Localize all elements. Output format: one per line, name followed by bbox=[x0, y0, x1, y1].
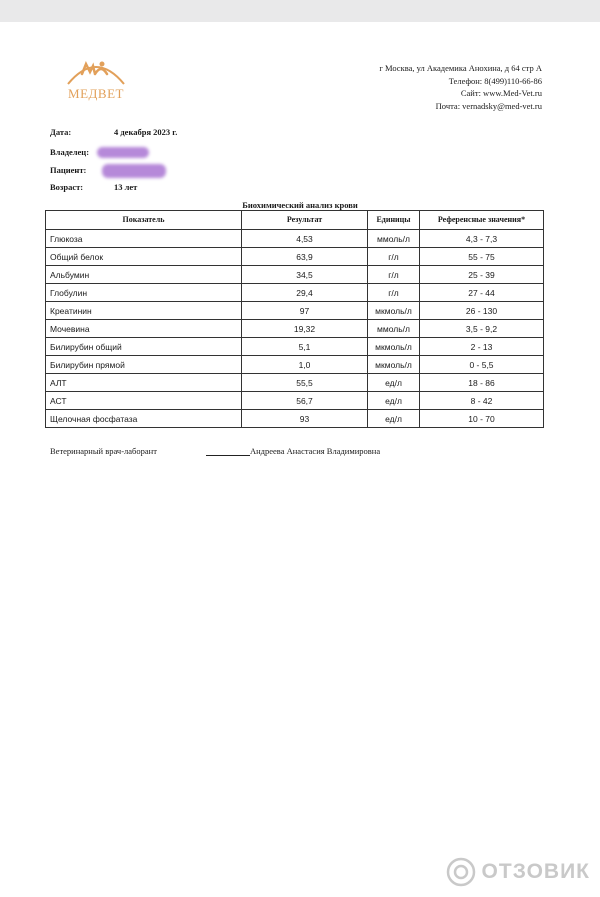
clinic-logo-text: МЕДВЕТ bbox=[68, 86, 124, 101]
cell-reference: 4,3 - 7,3 bbox=[420, 230, 544, 248]
clinic-address: г Москва, ул Академика Анохина, д 64 стр А bbox=[379, 63, 542, 73]
cell-result: 97 bbox=[242, 302, 368, 320]
table-row bbox=[46, 248, 544, 266]
table-row bbox=[46, 374, 544, 392]
cell-units: ед/л bbox=[368, 392, 420, 410]
table-header-row bbox=[46, 211, 544, 230]
cell-result: 1,0 bbox=[242, 356, 368, 374]
signature-line bbox=[206, 455, 250, 456]
cell-reference: 0 - 5,5 bbox=[420, 356, 544, 374]
cell-parameter: Щелочная фосфатаза bbox=[46, 410, 242, 428]
cell-units: мкмоль/л bbox=[368, 302, 420, 320]
cell-reference: 55 - 75 bbox=[420, 248, 544, 266]
cell-units: ммоль/л bbox=[368, 230, 420, 248]
cell-units: ед/л bbox=[368, 374, 420, 392]
cell-result: 93 bbox=[242, 410, 368, 428]
patient-redaction bbox=[102, 164, 166, 178]
cell-parameter: Общий белок bbox=[46, 248, 242, 266]
watermark bbox=[446, 857, 590, 887]
clinic-contacts bbox=[379, 62, 542, 112]
date-value: 4 декабря 2023 г. bbox=[114, 127, 178, 137]
table-row bbox=[46, 302, 544, 320]
header-reference: Референсные значения* bbox=[420, 211, 544, 230]
table-row bbox=[46, 230, 544, 248]
cell-result: 5,1 bbox=[242, 338, 368, 356]
cell-units: г/л bbox=[368, 248, 420, 266]
table-row bbox=[46, 284, 544, 302]
cell-units: мкмоль/л bbox=[368, 338, 420, 356]
cell-reference: 27 - 44 bbox=[420, 284, 544, 302]
cell-reference: 8 - 42 bbox=[420, 392, 544, 410]
cell-reference: 2 - 13 bbox=[420, 338, 544, 356]
cell-reference: 3,5 - 9,2 bbox=[420, 320, 544, 338]
table-row bbox=[46, 320, 544, 338]
cell-parameter: АЛТ bbox=[46, 374, 242, 392]
cell-parameter: Билирубин прямой bbox=[46, 356, 242, 374]
cell-parameter: АСТ bbox=[46, 392, 242, 410]
watermark-text: ОТЗОВИК bbox=[481, 860, 590, 883]
header-parameter: Показатель bbox=[46, 211, 242, 230]
cell-units: мкмоль/л bbox=[368, 356, 420, 374]
table-row bbox=[46, 356, 544, 374]
signer-name: Андреева Анастасия Владимировна bbox=[250, 446, 381, 456]
owner-redaction bbox=[97, 147, 149, 158]
clinic-site: Сайт: www.Med-Vet.ru bbox=[460, 88, 542, 98]
header-units: Единицы bbox=[368, 211, 420, 230]
age-value: 13 лет bbox=[114, 182, 138, 192]
table-row bbox=[46, 392, 544, 410]
date-label: Дата: bbox=[50, 127, 72, 137]
cell-units: г/л bbox=[368, 284, 420, 302]
analysis-title: Биохимический анализ крови bbox=[242, 200, 358, 210]
cell-parameter: Креатинин bbox=[46, 302, 242, 320]
cell-result: 29,4 bbox=[242, 284, 368, 302]
clinic-email: Почта: vernadsky@med-vet.ru bbox=[435, 100, 542, 111]
cell-parameter: Билирубин общий bbox=[46, 338, 242, 356]
cell-result: 34,5 bbox=[242, 266, 368, 284]
cell-result: 56,7 bbox=[242, 392, 368, 410]
cell-parameter: Мочевина bbox=[46, 320, 242, 338]
cell-parameter: Альбумин bbox=[46, 266, 242, 284]
signer-role: Ветеринарный врач-лаборант bbox=[50, 446, 157, 456]
cell-result: 4,53 bbox=[242, 230, 368, 248]
cell-result: 19,32 bbox=[242, 320, 368, 338]
cell-units: ммоль/л bbox=[368, 320, 420, 338]
cell-reference: 10 - 70 bbox=[420, 410, 544, 428]
cell-parameter: Глобулин bbox=[46, 284, 242, 302]
document-page bbox=[0, 22, 600, 897]
watermark-logo-icon bbox=[446, 857, 476, 887]
clinic-phone: Телефон: 8(499)110-66-86 bbox=[448, 75, 542, 86]
cell-result: 63,9 bbox=[242, 248, 368, 266]
table-row bbox=[46, 410, 544, 428]
owner-label: Владелец: bbox=[50, 147, 90, 157]
cell-reference: 26 - 130 bbox=[420, 302, 544, 320]
age-label: Возраст: bbox=[50, 182, 84, 192]
cell-reference: 18 - 86 bbox=[420, 374, 544, 392]
results-table bbox=[45, 210, 544, 428]
cell-result: 55,5 bbox=[242, 374, 368, 392]
table-row bbox=[46, 338, 544, 356]
cell-units: ед/л bbox=[368, 410, 420, 428]
patient-label: Пациент: bbox=[50, 165, 87, 175]
cell-parameter: Глюкоза bbox=[46, 230, 242, 248]
cell-reference: 25 - 39 bbox=[420, 266, 544, 284]
table-row bbox=[46, 266, 544, 284]
header-result: Результат bbox=[242, 211, 368, 230]
cell-units: г/л bbox=[368, 266, 420, 284]
